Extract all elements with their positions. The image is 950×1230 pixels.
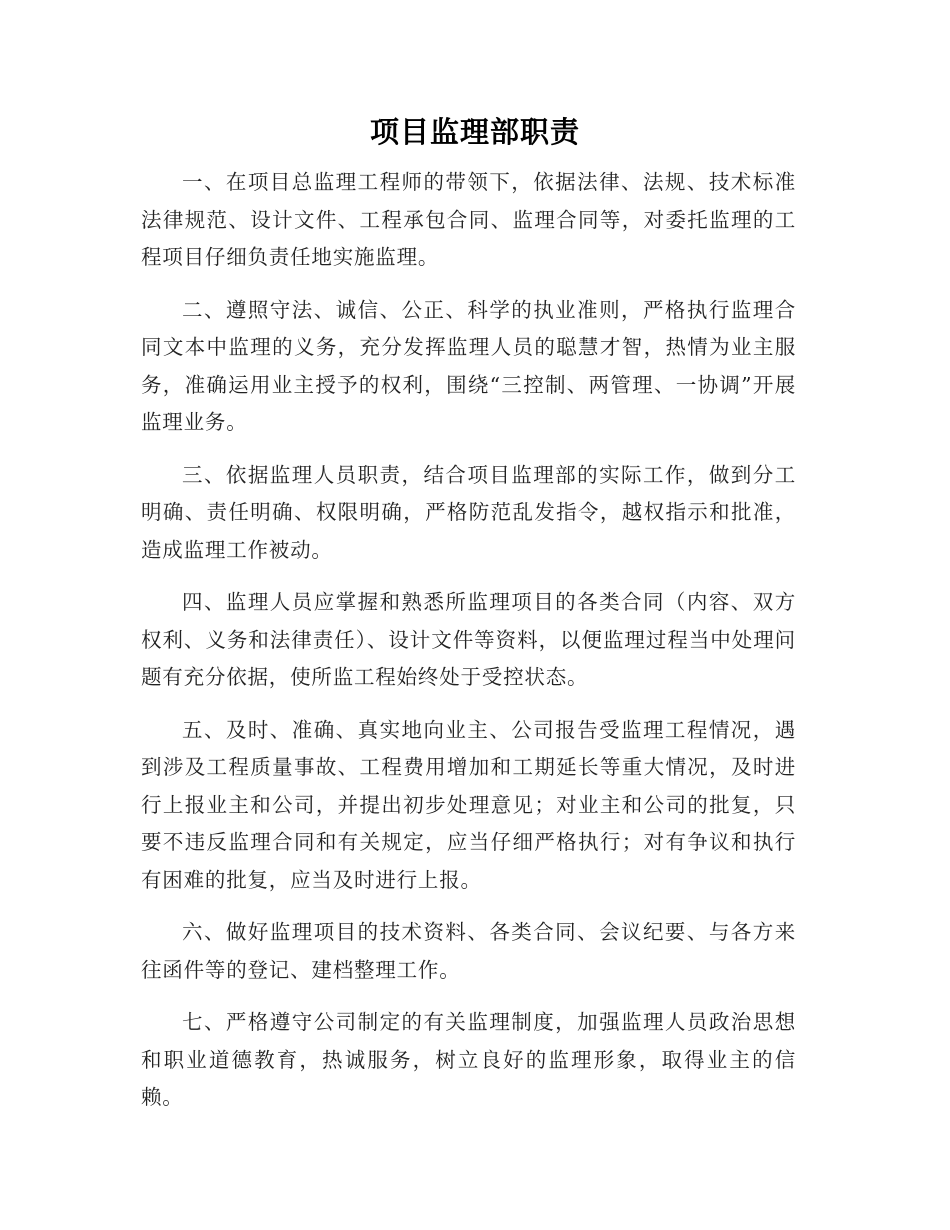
paragraph-1: 一、在项目总监理工程师的带领下，依据法律、法规、技术标准法律规范、设计文件、工程承包合同、监理合同等，对委托监理的工程项目仔细负责任地实施监理。 bbox=[141, 170, 796, 269]
paragraph-7: 七、严格遵守公司制定的有关监理制度，加强监理人员政治思想和职业道德教育，热诚服务，树立良好的监理形象，取得业主的信赖。 bbox=[141, 1010, 796, 1109]
paragraph-3: 三、依据监理人员职责，结合项目监理部的实际工作，做到分工明确、责任明确、权限明确，严格防范乱发指令，越权指示和批准，造成监理工作被动。 bbox=[141, 462, 796, 562]
document-body bbox=[141, 164, 796, 1132]
paragraph-2: 二、遵照守法、诚信、公正、科学的执业准则，严格执行监理合同文本中监理的义务，充分发挥监理人员的聪慧才智，热情为业主服务，准确运用业主授予的权利，围绕“三控制、两管理、一协调”开展监理业务。 bbox=[141, 297, 796, 434]
paragraph-6: 六、做好监理项目的技术资料、各类合同、会议纪要、与各方来往函件等的登记、建档整理工作。 bbox=[141, 920, 796, 982]
document-title: 项目监理部职责 bbox=[369, 115, 580, 149]
paragraph-4: 四、监理人员应掌握和熟悉所监理项目的各类合同（内容、双方权利、义务和法律责任）、设计文件等资料，以便监理过程当中处理问题有充分依据，使所监工程始终处于受控状态。 bbox=[141, 590, 796, 689]
paragraph-5: 五、及时、准确、真实地向业主、公司报告受监理工程情况，遇到涉及工程质量事故、工程费用增加和工期延长等重大情况，及时进行上报业主和公司，并提出初步处理意见；对业主和公司的批复，只要不违反监理合同和有关规定，应当仔细严格执行；对有争议和执行有困难的批复，应当及时进行上报。 bbox=[141, 717, 796, 892]
